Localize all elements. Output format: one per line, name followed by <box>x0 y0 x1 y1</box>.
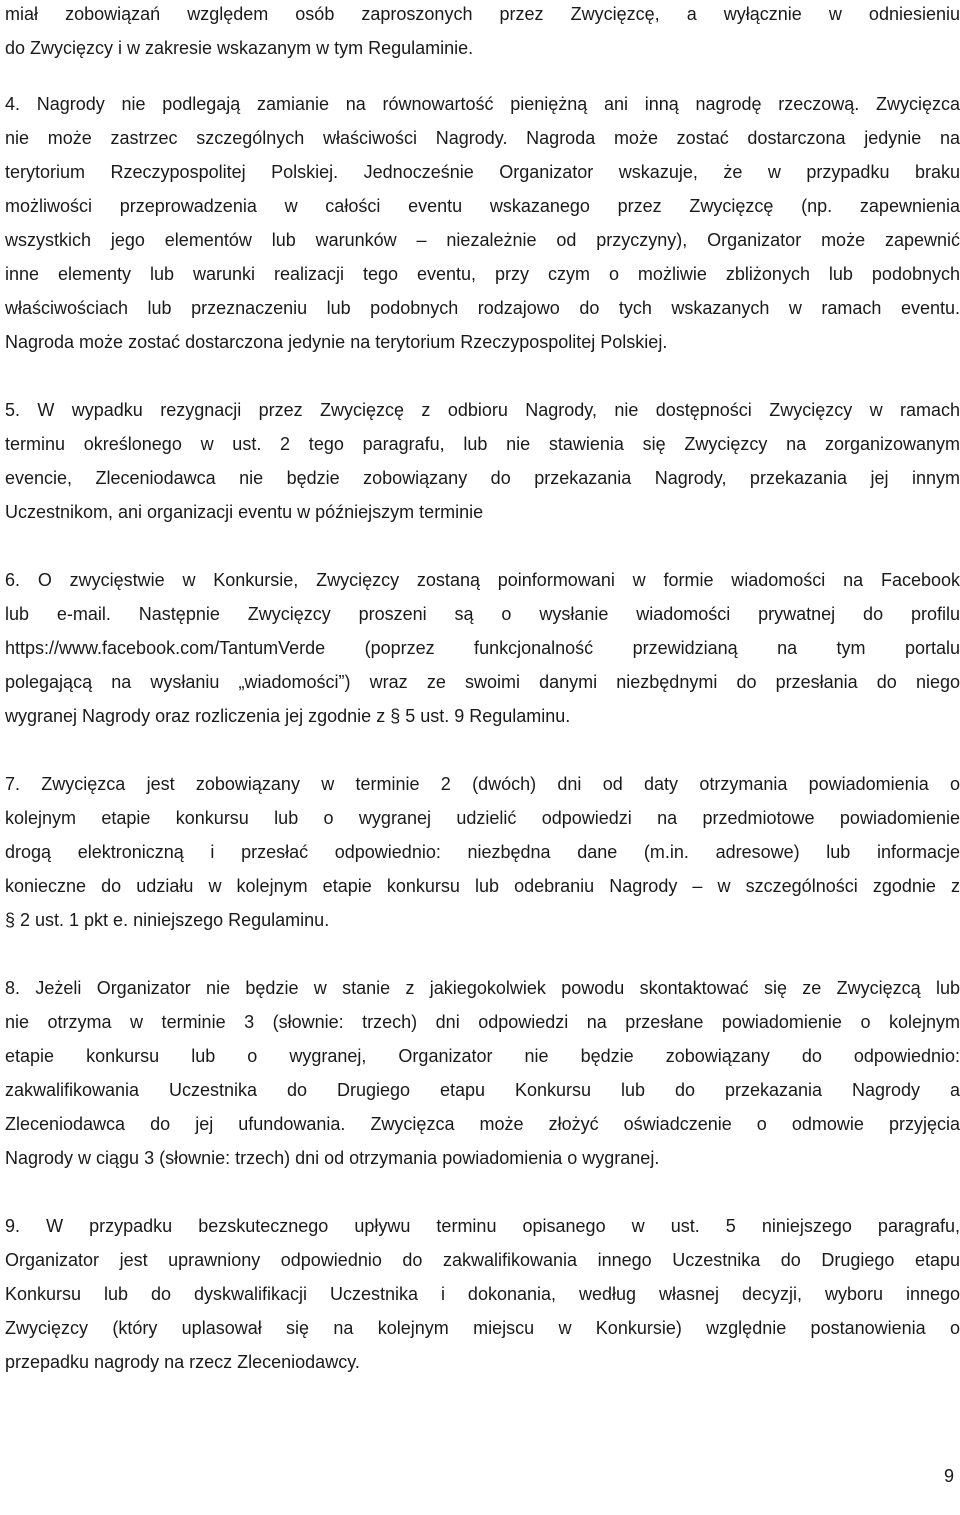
text-line: https://www.facebook.com/TantumVerde (poprzez funkcjonalność przewidzianą na tym portalu <box>5 638 960 658</box>
text-line: Nagroda może zostać dostarczona jedynie na terytorium Rzeczypospolitej Polskiej. <box>5 332 668 352</box>
text-line: Uczestnikom, ani organizacji eventu w późniejszym terminie <box>5 502 484 522</box>
text-line: możliwości przeprowadzenia w całości eventu wskazanego przez Zwycięzcę (np. zapewnienia <box>5 196 960 216</box>
text-line: nie otrzyma w terminie 3 (słownie: trzech) dni odpowiedzi na przesłane powiadomienie o kolejnym <box>5 1012 960 1032</box>
paragraph-gap <box>5 359 960 393</box>
paragraph-7 <box>5 767 960 937</box>
document-page <box>5 0 960 1379</box>
text-line: 7. Zwycięzca jest zobowiązany w terminie 2 (dwóch) dni od daty otrzymania powiadomienia o <box>5 774 960 794</box>
text-line: nie może zastrzec szczególnych właściwości Nagrody. Nagroda może zostać dostarczona jedynie na <box>5 128 960 148</box>
text-line: 9. W przypadku bezskutecznego upływu terminu opisanego w ust. 5 niniejszego paragrafu, <box>5 1216 960 1236</box>
text-line: § 2 ust. 1 pkt e. niniejszego Regulaminu. <box>5 910 330 930</box>
text-line: Konkursu lub do dyskwalifikacji Uczestnika i dokonania, według własnej decyzji, wyboru innego <box>5 1284 960 1304</box>
paragraph-5 <box>5 393 960 529</box>
text-line: Organizator jest uprawniony odpowiednio do zakwalifikowania innego Uczestnika do Drugiego etapu <box>5 1250 960 1270</box>
text-line: polegającą na wysłaniu „wiadomości”) wraz ze swoimi danymi niezbędnymi do przesłania do niego <box>5 672 960 692</box>
text-line: 8. Jeżeli Organizator nie będzie w stanie z jakiegokolwiek powodu skontaktować się ze Zwycięzcą lub <box>5 978 960 998</box>
text-line: evencie, Zleceniodawca nie będzie zobowiązany do przekazania Nagrody, przekazania jej innym <box>5 468 960 488</box>
paragraph-4 <box>5 87 960 359</box>
text-line: lub e-mail. Następnie Zwycięzcy proszeni są o wysłanie wiadomości prywatnej do profilu <box>5 604 960 624</box>
text-line: konieczne do udziału w kolejnym etapie konkursu lub odebraniu Nagrody – w szczególności zgodnie z <box>5 876 960 896</box>
paragraph-gap <box>5 733 960 767</box>
text-line: Zwycięzcy (który uplasował się na kolejnym miejscu w Konkursie) względnie postanowienia o <box>5 1318 960 1338</box>
text-line: Nagrody w ciągu 3 (słownie: trzech) dni od otrzymania powiadomienia o wygranej. <box>5 1148 660 1168</box>
text-line: wszystkich jego elementów lub warunków – niezależnie od przyczyny), Organizator może zapewnić <box>5 230 960 250</box>
paragraph-gap <box>5 529 960 563</box>
text-line: wygranej Nagrody oraz rozliczenia jej zgodnie z § 5 ust. 9 Regulaminu. <box>5 706 571 726</box>
text-line: miał zobowiązań względem osób zaproszonych przez Zwycięzcę, a wyłącznie w odniesieniu <box>5 4 960 24</box>
text-line: etapie konkursu lub o wygranej, Organizator nie będzie zobowiązany do odpowiednio: <box>5 1046 960 1066</box>
paragraph-gap <box>5 937 960 971</box>
paragraph-gap <box>5 65 960 87</box>
text-line: terminu określonego w ust. 2 tego paragrafu, lub nie stawienia się Zwycięzcy na zorganizowanym <box>5 434 960 454</box>
text-line: 5. W wypadku rezygnacji przez Zwycięzcę z odbioru Nagrody, nie dostępności Zwycięzcy w ramach <box>5 400 960 420</box>
page-number: 9 <box>943 1466 954 1486</box>
text-line: 4. Nagrody nie podlegają zamianie na równowartość pieniężną ani inną nagrodę rzeczową. Zwycięzca <box>5 94 960 114</box>
text-line: zakwalifikowania Uczestnika do Drugiego etapu Konkursu lub do przekazania Nagrody a <box>5 1080 960 1100</box>
text-line: terytorium Rzeczypospolitej Polskiej. Jednocześnie Organizator wskazuje, że w przypadku braku <box>5 162 960 182</box>
text-line: 6. O zwycięstwie w Konkursie, Zwycięzcy zostaną poinformowani w formie wiadomości na Facebook <box>5 570 960 590</box>
paragraph-8 <box>5 971 960 1175</box>
text-line: właściwościach lub przeznaczeniu lub podobnych rodzajowo do tych wskazanych w ramach eventu. <box>5 298 960 318</box>
text-line: przepadku nagrody na rzecz Zleceniodawcy. <box>5 1352 360 1372</box>
paragraph-intro <box>5 0 960 65</box>
text-line: drogą elektroniczną i przesłać odpowiednio: niezbędna dane (m.in. adresowe) lub informacje <box>5 842 960 862</box>
text-line: inne elementy lub warunki realizacji tego eventu, przy czym o możliwie zbliżonych lub podobnych <box>5 264 960 284</box>
text-line: Zleceniodawca do jej ufundowania. Zwycięzca może złożyć oświadczenie o odmowie przyjęcia <box>5 1114 960 1134</box>
text-line: kolejnym etapie konkursu lub o wygranej udzielić odpowiedzi na przedmiotowe powiadomienie <box>5 808 960 828</box>
text-line: do Zwycięzcy i w zakresie wskazanym w tym Regulaminie. <box>5 38 474 58</box>
paragraph-9 <box>5 1209 960 1379</box>
paragraph-6 <box>5 563 960 733</box>
paragraph-gap <box>5 1175 960 1209</box>
